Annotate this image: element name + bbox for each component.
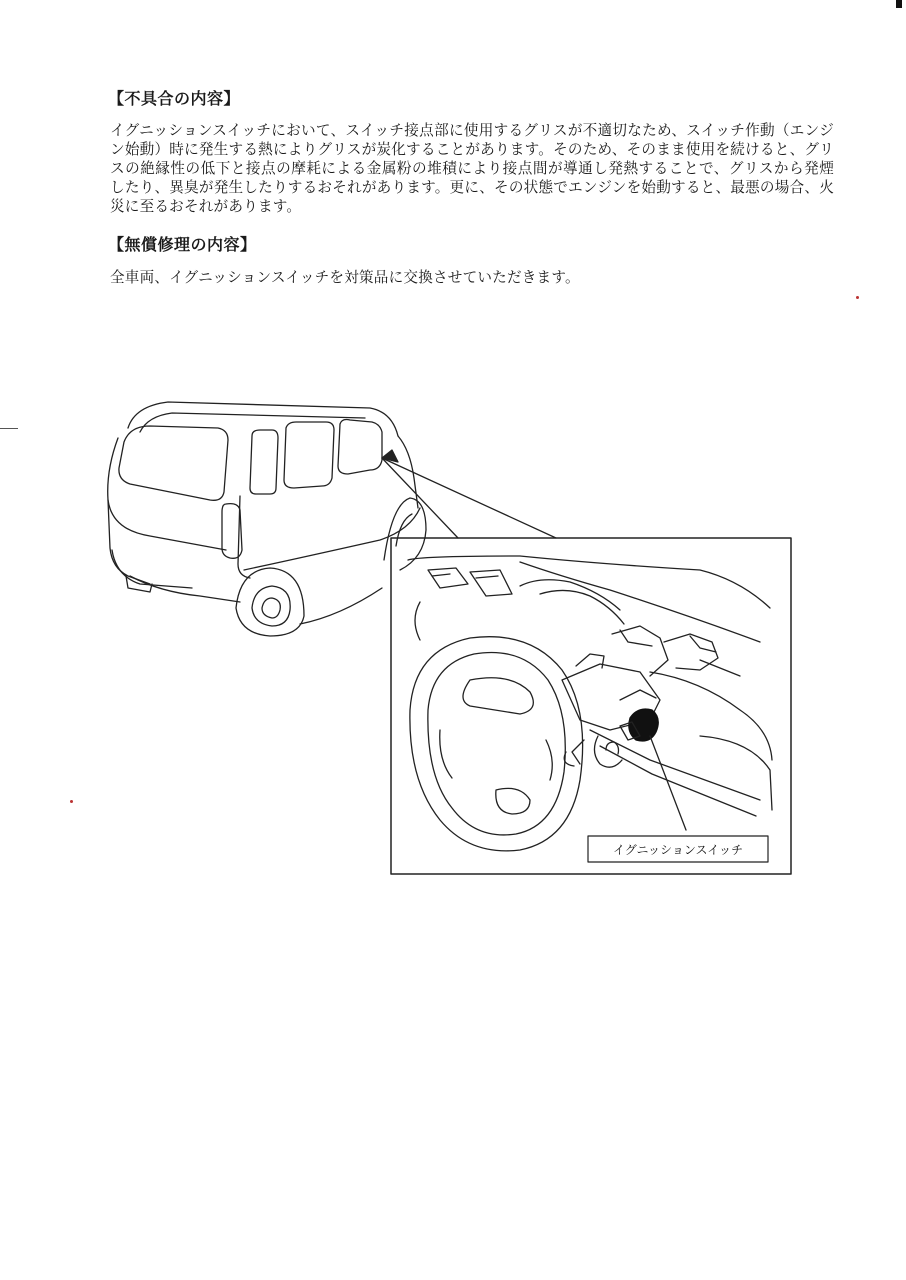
repair-description: 全車両、イグニッションスイッチを対策品に交換させていただきます。 xyxy=(110,269,580,286)
scan-dot xyxy=(896,0,902,8)
scan-dot xyxy=(70,800,73,803)
callout-leader xyxy=(650,736,686,830)
zoom-line-lower xyxy=(382,458,458,538)
scan-dot xyxy=(856,296,859,299)
car-drawing xyxy=(108,402,426,636)
repair-heading: 【無償修理の内容】 xyxy=(108,235,257,254)
ignition-switch-label: イグニッションスイッチ xyxy=(613,843,743,857)
defect-heading: 【不具合の内容】 xyxy=(108,89,241,108)
inset-frame xyxy=(391,538,791,874)
dashboard-drawing xyxy=(408,556,772,851)
defect-description: イグニッションスイッチにおいて、スイッチ接点部に使用するグリスが不適切なため、スイッチ作動（エンジン始動）時に発生する熱によりグリスが炭化することがあります。そのため、そのまま使用を続けると、グリスの絶縁性の低下と接点の摩耗による金属粉の堆積により接点間が導通し発熱することで、グリスから発煙したり、異臭が発生したりするおそれがあります。更に、その状態でエンジンを始動すると、最悪の場合、火災に至るおそれがあります。 xyxy=(110,122,834,215)
scan-dash xyxy=(0,428,18,429)
zoom-line-upper xyxy=(382,458,556,538)
vehicle-illustration xyxy=(0,380,906,900)
